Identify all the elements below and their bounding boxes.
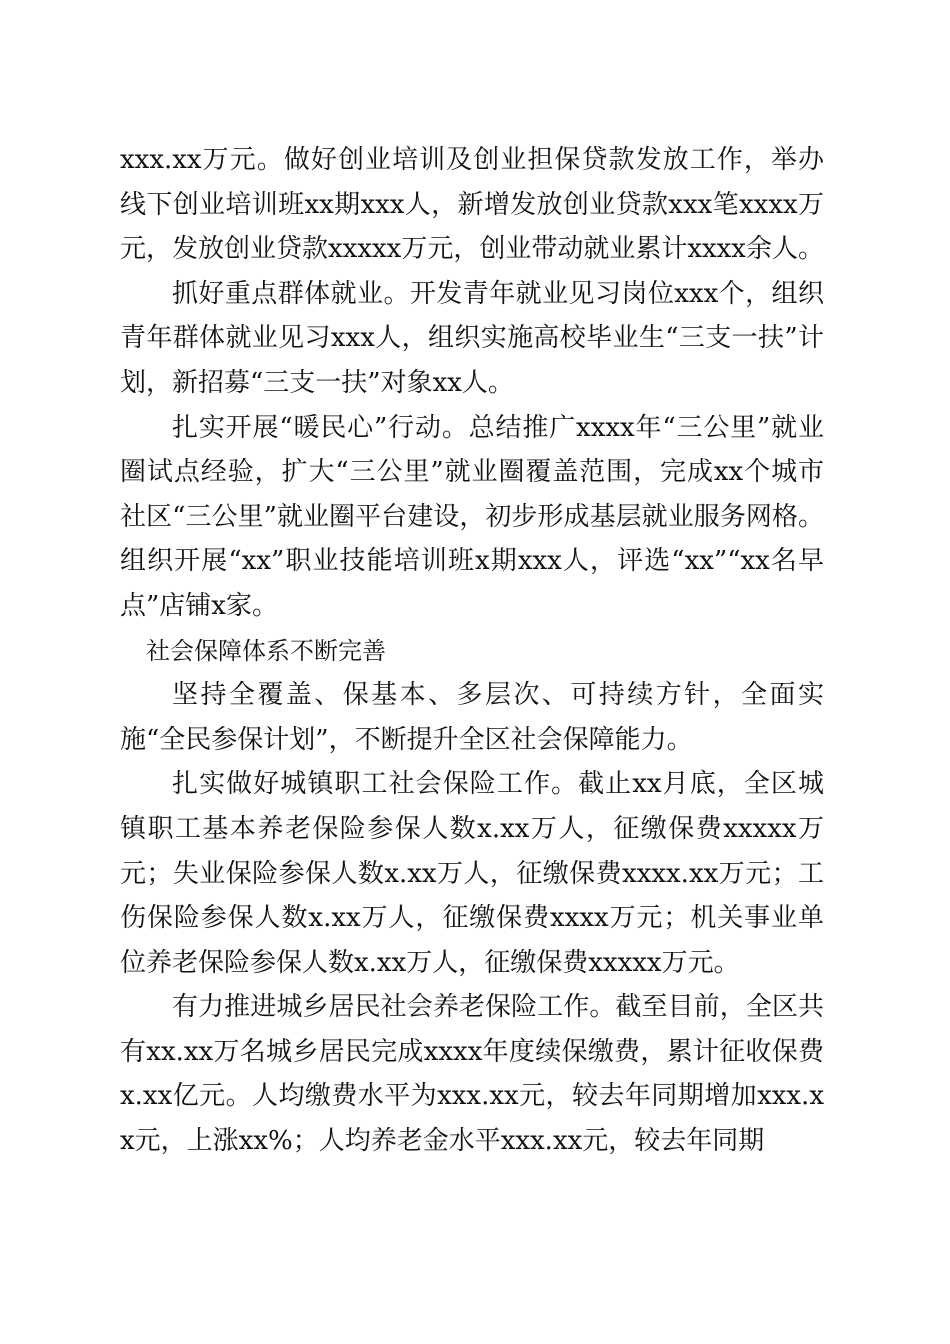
paragraph-social-security-policy: 坚持全覆盖、保基本、多层次、可持续方针，全面实施“全民参保计划”，不断提升全区社会保障能力。 bbox=[120, 680, 824, 755]
paragraph-resident-pension: 有力推进城乡居民社会养老保险工作。截至目前，全区共有xx.xx万名城乡居民完成xxxx年度续保缴费，累计征收保费x.xx亿元。人均缴费水平为xxx.xx元，较去年同期增加xxx.xx元，上涨xx%；人均养老金水平xxx.xx元，较去年同期 bbox=[120, 992, 824, 1157]
document-body bbox=[120, 138, 824, 1164]
section-heading-social-security: 社会保障体系不断完善 bbox=[146, 636, 386, 665]
paragraph-nuanminxin-action: 扎实开展“暖民心”行动。总结推广xxxx年“三公里”就业圈试点经验，扩大“三公里”就业圈覆盖范围，完成xx个城市社区“三公里”就业圈平台建设，初步形成基层就业服务网格。组织开展“xx”职业技能培训班x期xxx人，评选“xx”“xx名早点”店铺x家。 bbox=[120, 412, 824, 621]
paragraph-urban-worker-insurance: 扎实做好城镇职工社会保险工作。截止xx月底，全区城镇职工基本养老保险参保人数x.xx万人，征缴保费xxxxx万元；失业保险参保人数x.xx万人，征缴保费xxxx.xx万元；工伤保险参保人数x.xx万人，征缴保费xxxx万元；机关事业单位养老保险参保人数x.xx万人，征缴保费xxxxx万元。 bbox=[120, 769, 824, 978]
paragraph-key-groups-employment: 抓好重点群体就业。开发青年就业见习岗位xxx个，组织青年群体就业见习xxx人，组织实施高校毕业生“三支一扶”计划，新招募“三支一扶”对象xx人。 bbox=[120, 278, 824, 398]
paragraph-entrepreneurship: xxx.xx万元。做好创业培训及创业担保贷款发放工作，举办线下创业培训班xx期xxx人，新增发放创业贷款xxx笔xxxx万元，发放创业贷款xxxxx万元，创业带动就业累计xxxx余人。 bbox=[120, 145, 824, 265]
